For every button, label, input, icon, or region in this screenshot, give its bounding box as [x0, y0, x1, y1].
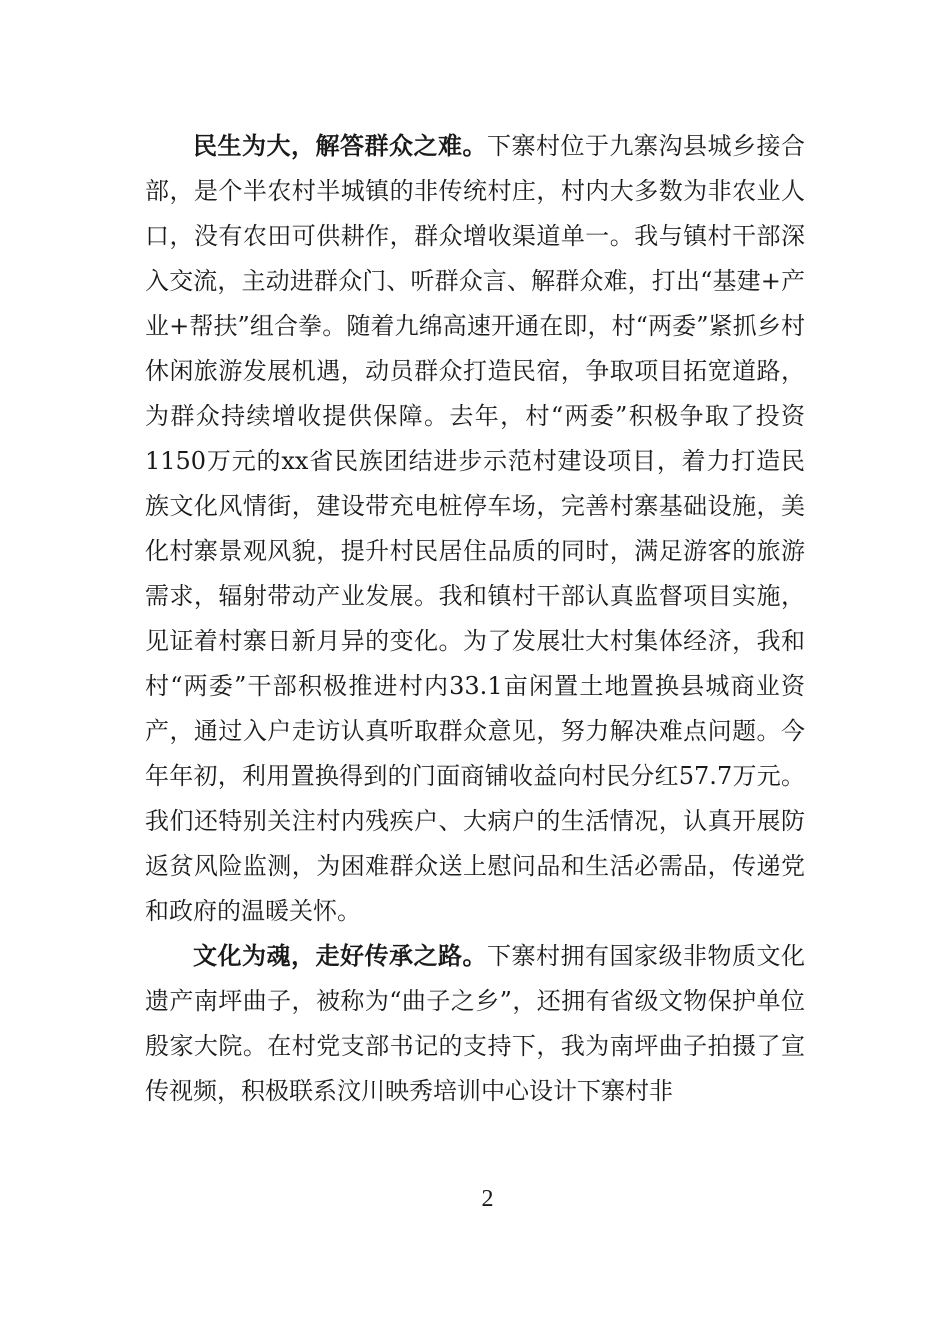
paragraph-body: 下寨村位于九寨沟县城乡接合部，是个半农村半城镇的非传统村庄，村内大多数为非农业人口，没有农田可供耕作，群众增收渠道单一。我与镇村干部深入交流，主动进群众门、听群众言、解群众难，打出“基建+产业+帮扶”组合拳。随着九绵高速开通在即，村“两委”紧抓乡村休闲旅游发展机遇，动员群众打造民宿，争取项目拓宽道路，为群众持续增收提供保障。去年，村“两委”积极争取了投资1150万元的xx省民族团结进步示范村建设项目，着力打造民族文化风情街，建设带充电桩停车场，完善村寨基础设施，美化村寨景观风貌，提升村民居住品质的同时，满足游客的旅游需求，辐射带动产业发展。我和镇村干部认真监督项目实施，见证着村寨日新月异的变化。为了发展壮大村集体经济，我和村“两委”干部积极推进村内33.1亩闲置土地置换县城商业资产，通过入户走访认真听取群众意见，努力解决难点问题。今年年初，利用置换得到的门面商铺收益向村民分红57.7万元。我们还特别关注村内残疾户、大病户的生活情况，认真开展防返贫风险监测，为困难群众送上慰问品和生活必需品，传递党和政府的温暖关怀。 — [145, 132, 805, 925]
page-number: 2 — [481, 1186, 494, 1212]
paragraph-livelihood — [145, 124, 805, 934]
paragraph-culture — [145, 934, 805, 1114]
paragraph-lead-heading: 文化为魂，走好传承之路。 — [193, 942, 487, 970]
body-text — [145, 124, 805, 1114]
paragraph-lead-heading: 民生为大，解答群众之难。 — [193, 132, 487, 160]
paragraph-body: 下寨村拥有国家级非物质文化遗产南坪曲子，被称为“曲子之乡”，还拥有省级文物保护单位殷家大院。在村党支部书记的支持下，我为南坪曲子拍摄了宣传视频，积极联系汶川映秀培训中心设计下寨村非 — [145, 942, 805, 1105]
